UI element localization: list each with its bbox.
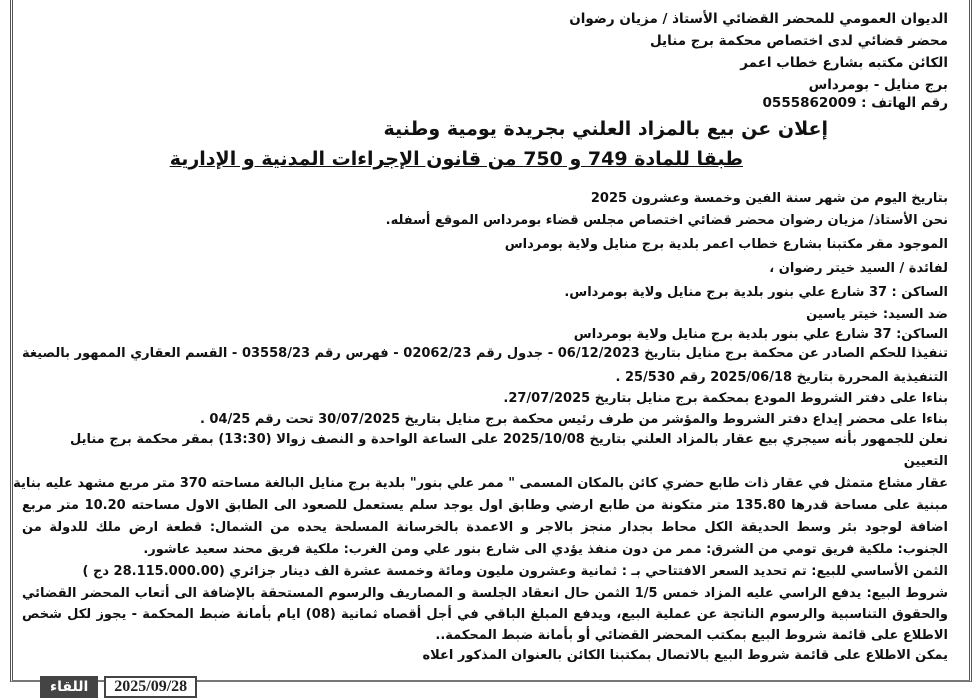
body-line: بناءا على دفتر الشروط المودع بمحكمة برج منايل بتاريخ 27/07/2025. bbox=[503, 391, 948, 406]
body-line: مبنية على مساحة قدرها 135.80 متر متكونة من طابع ارضي وطابق اول يوجد سلم يستعمل للصعود الى الطابق الاول مساحته 10.20 متر مربع bbox=[22, 498, 948, 513]
section-heading: التعيين bbox=[903, 454, 948, 469]
body-line: نعلن للجمهور بأنه سيجري بيع عقار بالمزاد العلني بتاريخ 2025/10/08 على الساعة الواحدة و النصف زوالا (13:30) بمقر محكمة برج منايل bbox=[70, 432, 948, 447]
body-line: الجنوب: ملكية فريق تومي من الشرق: ممر من دون منفذ يؤدي الى شارع بنور علي ومن الغرب: ملكية فريق محند سعيد عاشور. bbox=[143, 542, 948, 557]
body-line: والحقوق التناسبية والرسوم الناتجة عن عملية البيع، ويدفع المبلغ الباقي في أجل أقصاه ثمانية (08) ايام بأمانة ضبط المحكمة - يجوز لكل شخص bbox=[22, 607, 948, 622]
publication-date: 2025/09/28 bbox=[104, 676, 197, 698]
body-line: بتاريخ اليوم من شهر سنة الفين وخمسة وعشرون 2025 bbox=[590, 191, 948, 206]
body-line: يمكن الاطلاع على قائمة شروط البيع بالاتصال بمكتبنا الكائن بالعنوان المذكور اعلاه bbox=[422, 648, 948, 663]
body-line: الموجود مقر مكتبنا بشارع خطاب اعمر بلدية برج منايل ولاية بومرداس bbox=[504, 237, 948, 252]
body-line: الاطلاع على قائمة شروط البيع بمكتب المحضر القضائي أو بأمانة ضبط المحكمة.. bbox=[435, 628, 948, 643]
body-line: عقار مشاع متمثل في عقار ذات طابع حضري كائن بالمكان المسمى " ممر علي بنور" بلدية برج منايل البالغة مساحته 370 متر مربع مشهد عليه بناية bbox=[13, 476, 948, 491]
announcement-title: إعلان عن بيع بالمزاد العلني بجريدة يومية وطنية bbox=[383, 118, 828, 140]
announcement-subtitle: طبقا للمادة 749 و 750 من قانون الإجراءات المدنية و الإدارية bbox=[169, 148, 743, 170]
newspaper-name: اللقاء bbox=[40, 676, 98, 698]
header-line: الديوان العمومي للمحضر القضائي الأستاذ / مزيان رضوان bbox=[569, 11, 948, 27]
body-line: تنفيذا للحكم الصادر عن محكمة برج منايل بتاريخ 06/12/2023 - جدول رقم 02062/23 - فهرس رقم 03558/23 - القسم العقاري الممهور بالصيغة bbox=[22, 346, 949, 361]
footer-bar bbox=[40, 676, 197, 698]
body-line: ضد السيد: خيتر ياسين bbox=[806, 307, 948, 322]
header-line: برج منايل - بومرداس bbox=[808, 77, 948, 93]
body-line: شروط البيع: يدفع الراسي عليه المزاد خمس 1/5 الثمن حال انعقاد الجلسة و المصاريف والرسوم المستحقة بالإضافة الى أتعاب المحضر القضائي bbox=[22, 586, 948, 601]
header-phone: رقم الهاتف : 0555862009 bbox=[762, 95, 948, 111]
body-line: لفائدة / السيد خيتر رضوان ، bbox=[769, 261, 948, 276]
header-line: محضر قضائي لدى اختصاص محكمة برج منايل bbox=[650, 33, 948, 49]
body-line: نحن الأستاذ/ مزيان رضوان محضر قضائي اختصاص مجلس قضاء بومرداس الموقع أسفله. bbox=[385, 213, 948, 228]
body-line: الساكن: 37 شارع علي بنور بلدية برج منايل ولاية بومرداس bbox=[573, 327, 948, 342]
price-line: الثمن الأساسي للبيع: تم تحديد السعر الافتتاحي بـ : ثمانية وعشرون مليون ومائة وخمسة عشرة الف دينار جزائري (28.115.000.00 دج ) bbox=[82, 564, 948, 579]
body-line: بناءا على محضر إيداع دفتر الشروط والمؤشر من طرف رئيس محكمة برج منايل بتاريخ 30/07/2025 تحت رقم 04/25 . bbox=[199, 412, 948, 427]
header-line: الكائن مكتبه بشارع خطاب اعمر bbox=[740, 55, 948, 71]
body-line: التنفيذية المحررة بتاريخ 2025/06/18 رقم 25/530 . bbox=[615, 370, 948, 385]
body-line: الساكن : 37 شارع علي بنور بلدية برج منايل ولاية بومرداس. bbox=[564, 285, 948, 300]
body-line: اضافة لوجود بئر وسط الحديقة الكل محاط بجدار منجز بالاجر و الاعمدة بالخرسانة المسلحة يحده من الشمال: قطعة ارض ملك للدولة من bbox=[22, 520, 948, 535]
